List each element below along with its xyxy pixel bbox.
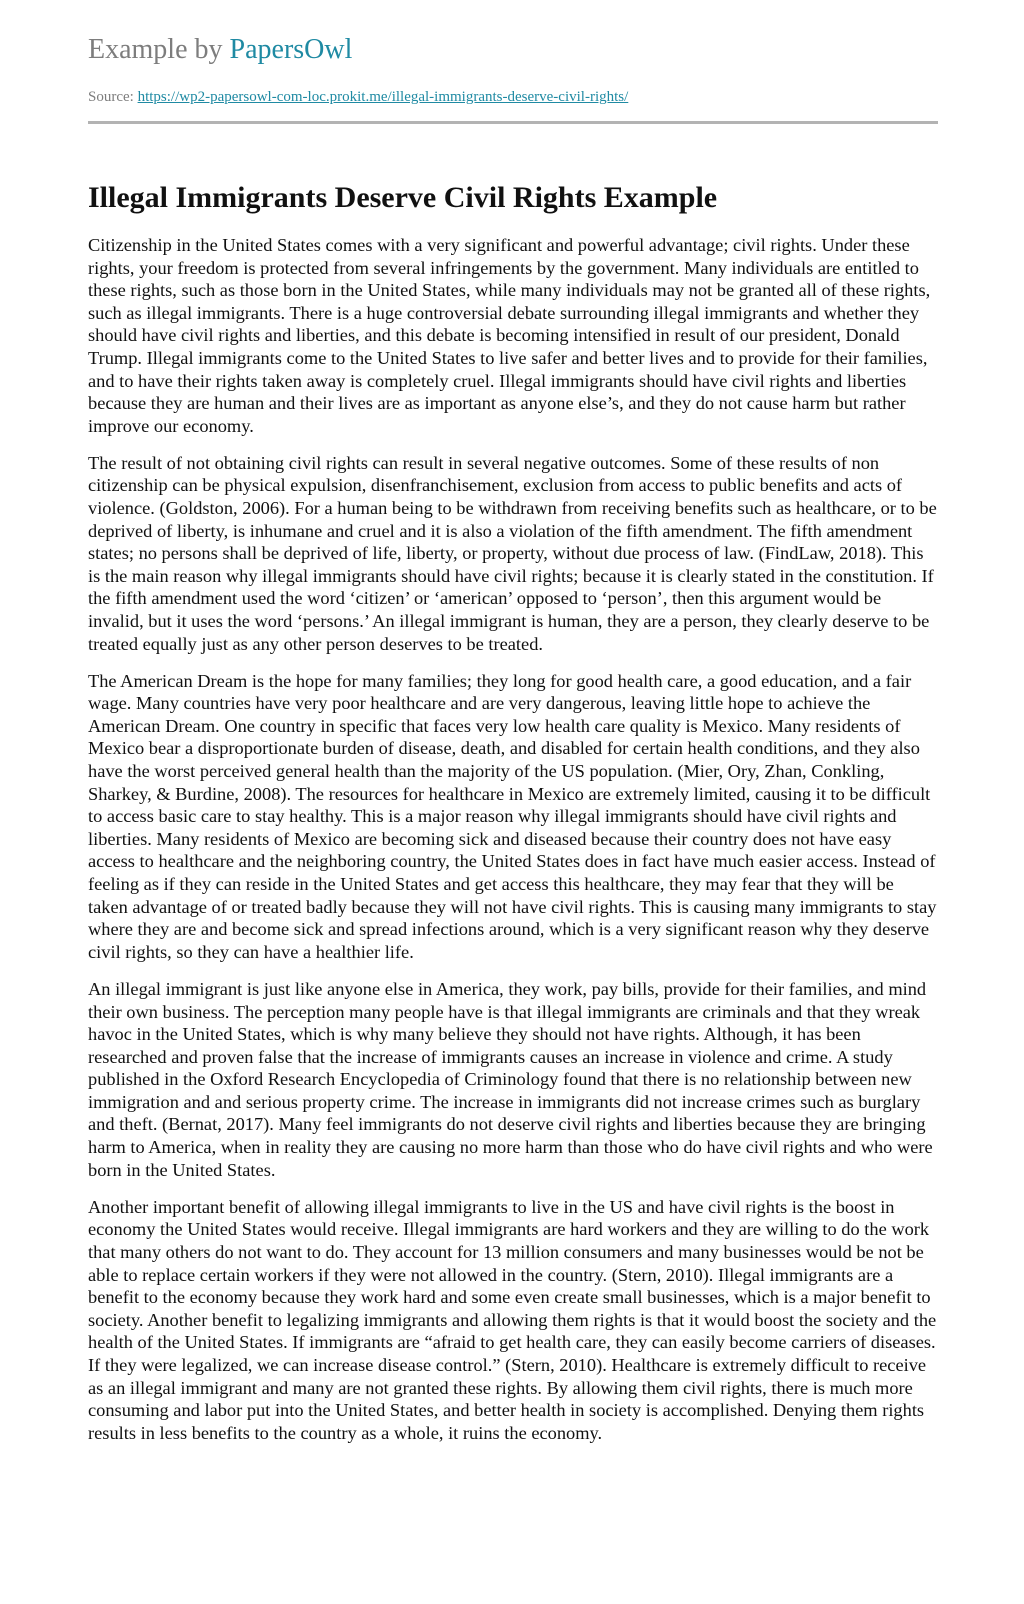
paragraph-1: Citizenship in the United States comes with a very significant and powerful advantage; civil rights. Under these rights, your freedom is protected from several infringements by the government. Many individuals are entitled to these rights, such as those born in the United States, while many individuals may not be granted all of these rights, such as illegal immigrants. There is a huge controversial debate surrounding illegal immigrants and whether they should have civil rights and liberties, and this debate is becoming intensified in result of our president, Donald Trump. Illegal immigrants come to the United States to live safer and better lives and to provide for their families, and to have their rights taken away is completely cruel. Illegal immigrants should have civil rights and liberties because they are human and their lives are as important as anyone else’s, and they do not cause harm but rather improve our economy. xyxy=(88,235,931,436)
document-body xyxy=(88,234,938,1459)
source-link[interactable]: https://wp2-papersowl-com-loc.prokit.me/illegal-immigrants-deserve-civil-rights/ xyxy=(137,89,629,105)
paragraph-5: Another important benefit of allowing illegal immigrants to live in the US and have civil rights is the boost in economy the United States would receive. Illegal immigrants are hard workers and they are willing to do the work that many others do not want to do. They account for 13 million consumers and many businesses would be not be able to replace certain workers if they were not allowed in the country. (Stern, 2010). Illegal immigrants are a benefit to the economy because they work hard and some even create small businesses, which is a major benefit to society. Another benefit to legalizing immigrants and allowing them rights is that it would boost the society and the health of the United States. If immigrants are “afraid to get health care, they can easily become carriers of diseases. If they were legalized, we can increase disease control.” (Stern, 2010). Healthcare is extremely difficult to receive as an illegal immigrant and many are not granted these rights. By allowing them civil rights, there is much more consuming and labor put into the United States, and better health in society is accomplished. Denying them rights results in less benefits to the country as a whole, it ruins the economy. xyxy=(88,1196,937,1443)
header-divider xyxy=(88,121,938,124)
document-title: Illegal Immigrants Deserve Civil Rights Example xyxy=(88,181,718,214)
paragraph-2: The result of not obtaining civil rights can result in several negative outcomes. Some of these results of non citizenship can be physical expulsion, disenfranchisement, exclusion from access to public benefits and acts of violence. (Goldston, 2006). For a human being to be withdrawn from receiving benefits such as healthcare, or to be deprived of liberty, is inhumane and cruel and it is also a violation of the fifth amendment. The fifth amendment states; no persons shall be deprived of life, liberty, or property, without due process of law. (FindLaw, 2018). This is the main reason why illegal immigrants should have civil rights; because it is clearly stated in the constitution. If the fifth amendment used the word ‘citizen’ or ‘american’ opposed to ‘person’, then this argument would be invalid, but it uses the word ‘persons.’ An illegal immigrant is human, they are a person, they clearly deserve to be treated equally just as any other person deserves to be treated. xyxy=(88,452,937,654)
brand-header xyxy=(88,33,352,67)
source-label: Source: xyxy=(88,89,138,105)
paragraph-3: The American Dream is the hope for many families; they long for good health care, a good education, and a fair wage. Many countries have very poor healthcare and are very dangerous, leaving little hope to achieve the American Dream. One country in specific that faces very low health care quality is Mexico. Many residents of Mexico bear a disproportionate burden of disease, death, and disabled for certain health conditions, and they also have the worst perceived general health than the majority of the US population. (Mier, Ory, Zhan, Conkling, Sharkey, & Burdine, 2008). The resources for healthcare in Mexico are extremely limited, causing it to be difficult to access basic care to stay healthy. This is a major reason why illegal immigrants should have civil rights and liberties. Many residents of Mexico are becoming sick and diseased because their country does not have easy access to healthcare and the neighboring country, the United States does in fact have much easier access. Instead of feeling as if they can reside in the United States and get access this healthcare, they may fear that they will be taken advantage of or treated badly because they will not have civil rights. This is causing many immigrants to stay where they are and become sick and spread infections around, which is a very significant reason why they deserve civil rights, so they can have a healthier life. xyxy=(88,670,937,962)
source-line xyxy=(88,87,628,107)
paragraph-4: An illegal immigrant is just like anyone else in America, they work, pay bills, provide for their families, and mind their own business. The perception many people have is that illegal immigrants are criminals and that they wreak havoc in the United States, which is why many believe they should not have rights. Although, it has been researched and proven false that the increase of immigrants causes an increase in violence and crime. A study published in the Oxford Research Encyclopedia of Criminology found that there is no relationship between new immigration and and serious property crime. The increase in immigrants did not increase crimes such as burglary and theft. (Bernat, 2017). Many feel immigrants do not deserve civil rights and liberties because they are bringing harm to America, when in reality they are causing no more harm than those who do have civil rights and who were born in the United States. xyxy=(88,978,933,1180)
brand-prefix: Example by xyxy=(88,34,230,65)
brand-name-link[interactable]: PapersOwl xyxy=(229,34,353,65)
